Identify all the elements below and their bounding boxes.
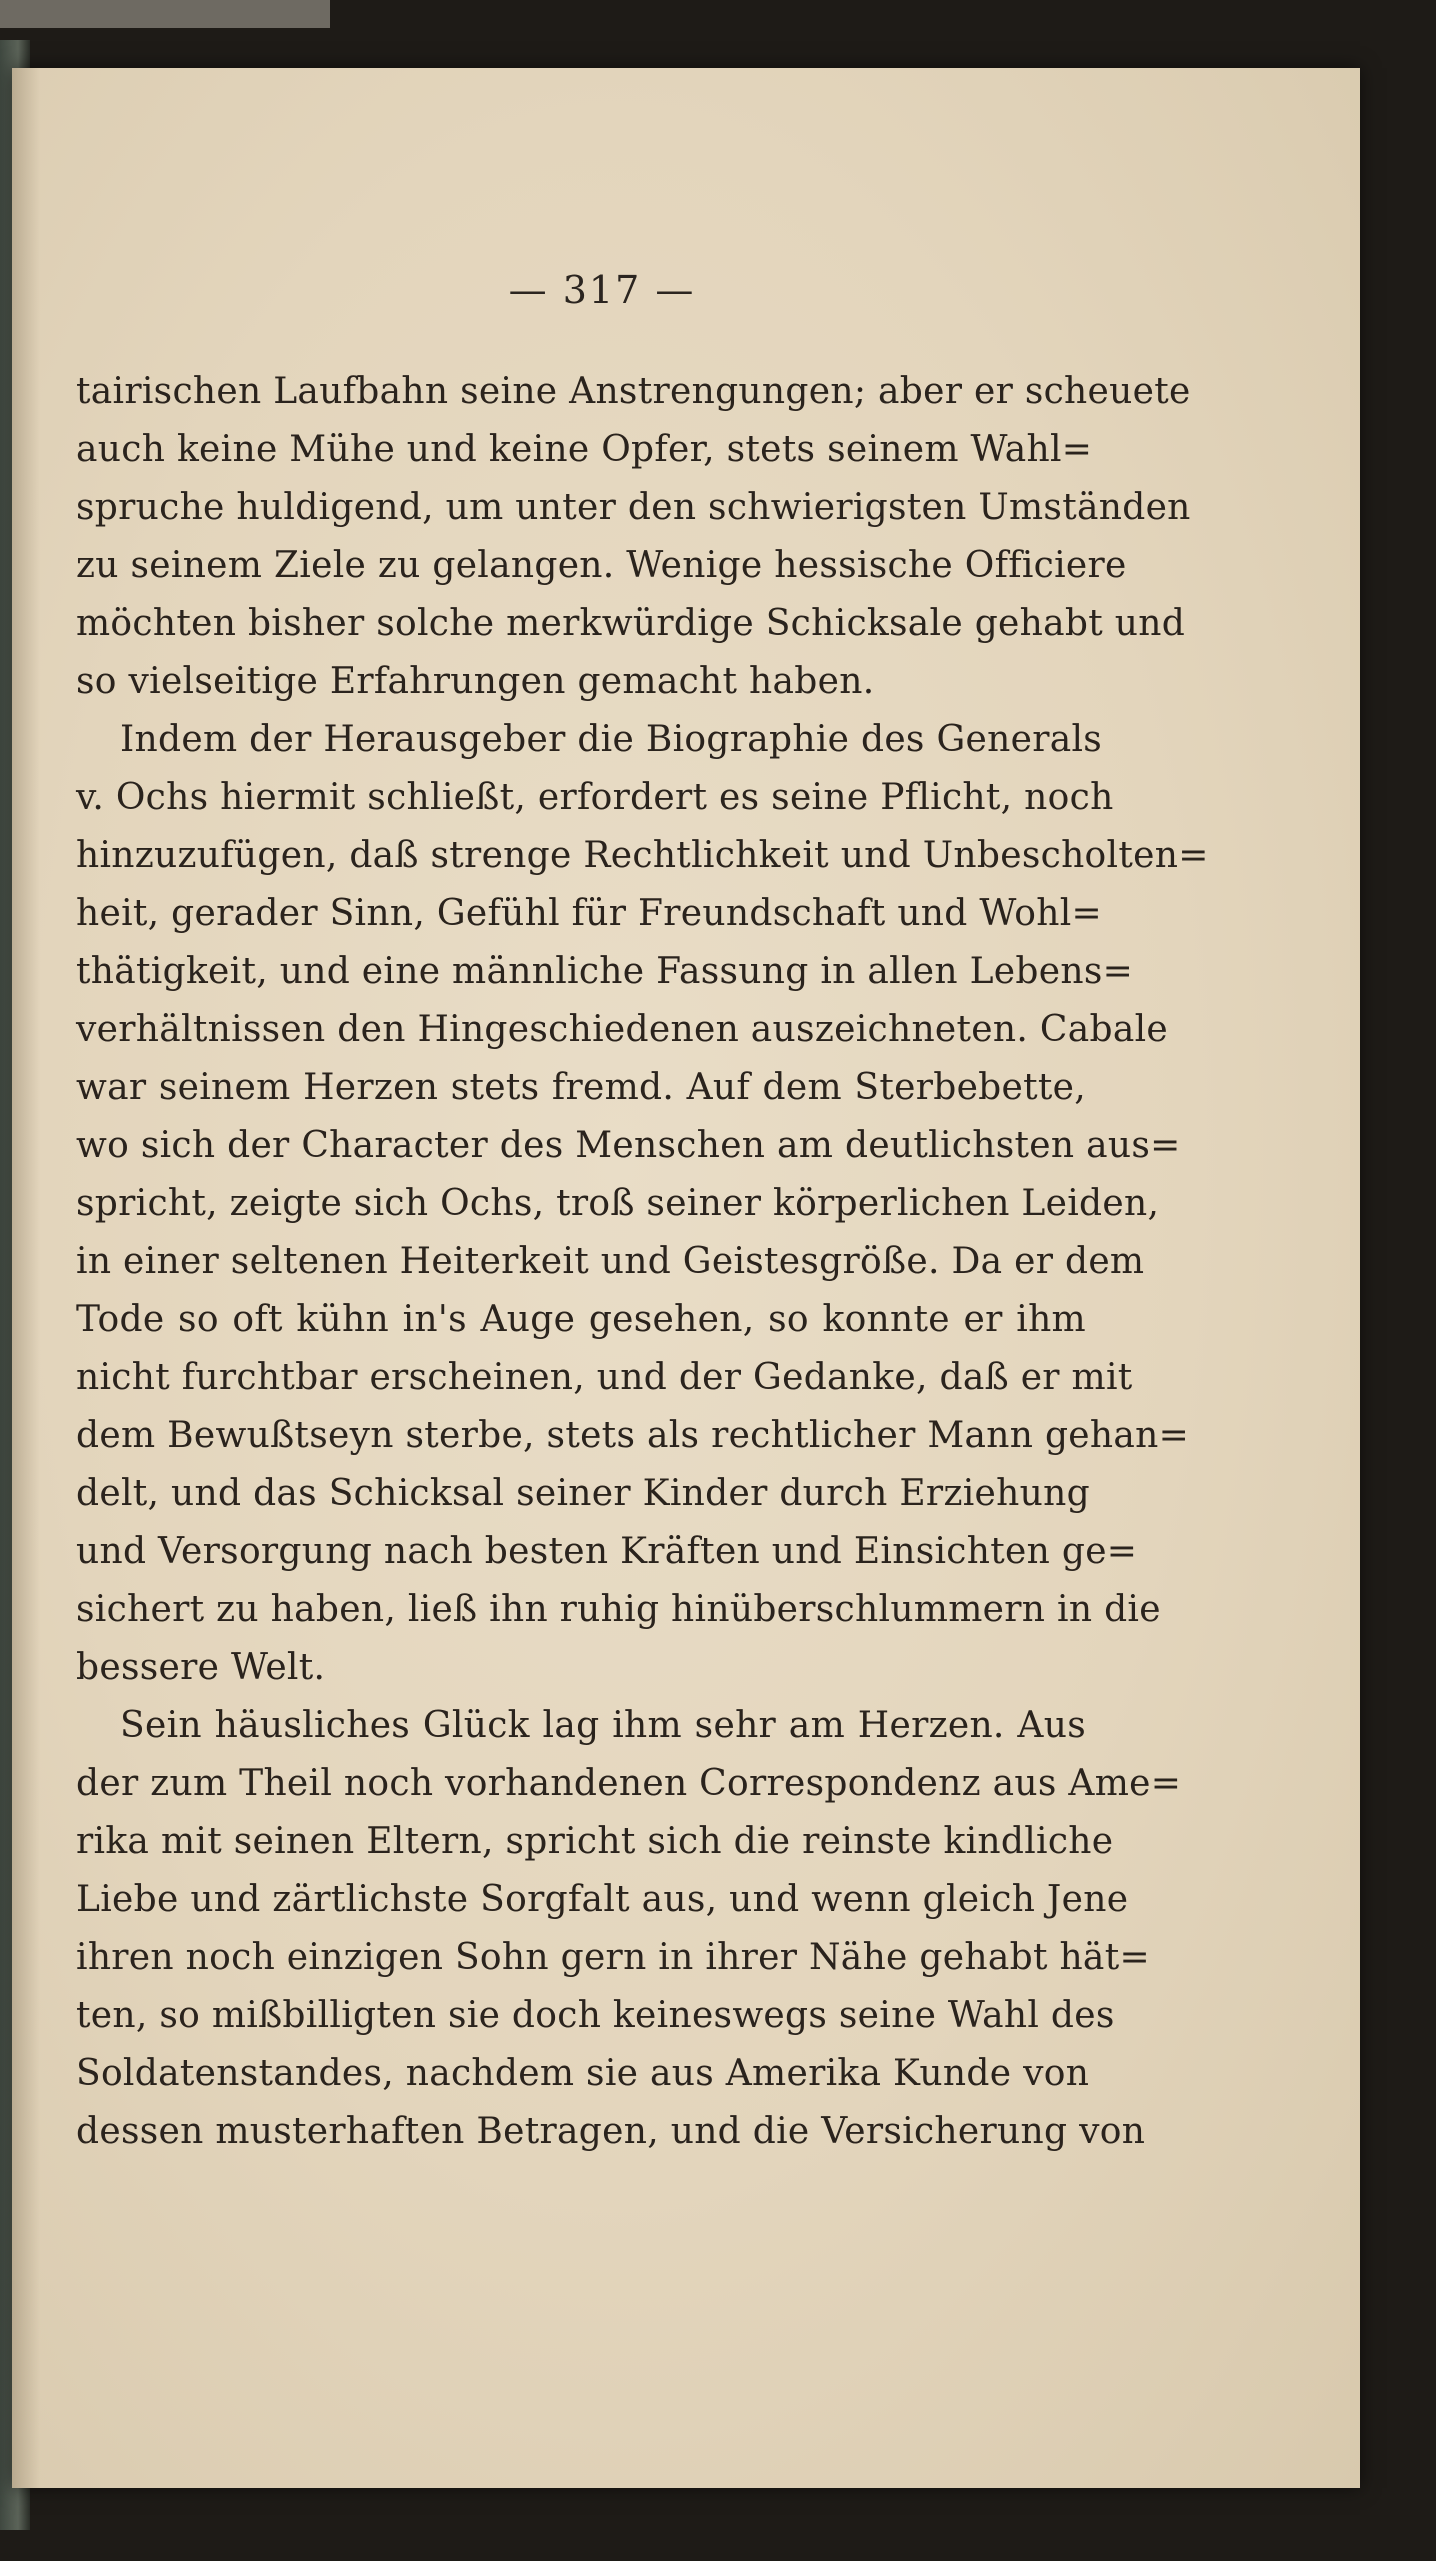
text-line: Soldatenstandes, nachdem sie aus Amerika Kunde von xyxy=(76,2053,1090,2094)
text-line: delt, und das Schicksal seiner Kinder durch Erziehung xyxy=(76,1473,1090,1514)
text-line: und Versorgung nach besten Kräften und Einsichten ge= xyxy=(76,1531,1138,1572)
text-line: der zum Theil noch vorhandenen Correspondenz aus Ame= xyxy=(76,1763,1182,1804)
text-line: möchten bisher solche merkwürdige Schicksale gehabt und xyxy=(76,603,1186,644)
text-line: rika mit seinen Eltern, spricht sich die reinste kindliche xyxy=(76,1821,1114,1862)
text-line: v. Ochs hiermit schließt, erfordert es seine Pflicht, noch xyxy=(76,777,1114,818)
text-line: in einer seltenen Heiterkeit und Geistesgröße. Da er dem xyxy=(76,1241,1145,1282)
text-line: so vielseitige Erfahrungen gemacht haben. xyxy=(76,661,875,702)
text-line: bessere Welt. xyxy=(76,1647,326,1688)
book-spine-strip xyxy=(0,0,330,28)
text-line: spricht, zeigte sich Ochs, troß seiner körperlichen Leiden, xyxy=(76,1183,1160,1224)
text-line: Liebe und zärtlichste Sorgfalt aus, und wenn gleich Jene xyxy=(76,1879,1129,1920)
text-line: war seinem Herzen stets fremd. Auf dem Sterbebette, xyxy=(76,1067,1086,1108)
text-line: zu seinem Ziele zu gelangen. Wenige hessische Officiere xyxy=(76,545,1127,586)
text-line: Sein häusliches Glück lag ihm sehr am Herzen. Aus xyxy=(120,1705,1086,1746)
text-line: heit, gerader Sinn, Gefühl für Freundschaft und Wohl= xyxy=(76,893,1102,934)
book-page xyxy=(12,68,1360,2488)
text-line: thätigkeit, und eine männliche Fassung in allen Lebens= xyxy=(76,951,1134,992)
text-line: ten, so mißbilligten sie doch keineswegs seine Wahl des xyxy=(76,1995,1115,2036)
text-line: nicht furchtbar erscheinen, und der Gedanke, daß er mit xyxy=(76,1357,1133,1398)
text-line: Tode so oft kühn in's Auge gesehen, so konnte er ihm xyxy=(76,1299,1086,1340)
text-line: dessen musterhaften Betragen, und die Versicherung von xyxy=(76,2111,1146,2152)
page-number: — 317 — xyxy=(508,268,696,312)
text-line: hinzuzufügen, daß strenge Rechtlichkeit und Unbescholten= xyxy=(76,835,1209,876)
text-line: tairischen Laufbahn seine Anstrengungen; aber er scheuete xyxy=(76,371,1191,412)
text-line: Indem der Herausgeber die Biographie des Generals xyxy=(120,719,1103,760)
text-line: dem Bewußtseyn sterbe, stets als rechtlicher Mann gehan= xyxy=(76,1415,1190,1456)
page-text xyxy=(76,363,1209,2161)
text-line: sichert zu haben, ließ ihn ruhig hinüberschlummern in die xyxy=(76,1589,1161,1630)
text-line: wo sich der Character des Menschen am deutlichsten aus= xyxy=(76,1125,1181,1166)
text-line: verhältnissen den Hingeschiedenen auszeichneten. Cabale xyxy=(76,1009,1169,1050)
text-line: auch keine Mühe und keine Opfer, stets seinem Wahl= xyxy=(76,429,1093,470)
text-line: spruche huldigend, um unter den schwierigsten Umständen xyxy=(76,487,1191,528)
text-line: ihren noch einzigen Sohn gern in ihrer Nähe gehabt hät= xyxy=(76,1937,1150,1978)
